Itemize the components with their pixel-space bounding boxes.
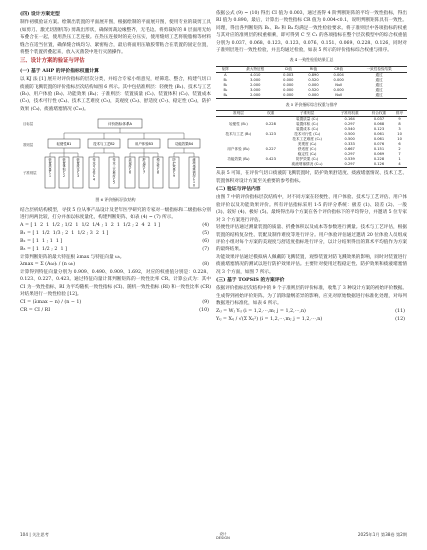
table4-cell: 0.000 <box>283 92 294 97</box>
goal-label: 评价指标体系A <box>107 122 133 127</box>
table4-cell: 通过 <box>375 72 383 77</box>
table5-cell: 7 <box>398 152 401 157</box>
table5-cell: 美观度 (C₆) <box>297 142 317 147</box>
table5-cell: 3 <box>398 127 401 132</box>
table-consistency <box>216 66 407 99</box>
footer-logo-top: 设计 <box>219 532 227 536</box>
eq-number-8: (8) <box>202 261 209 267</box>
table4-cell: 2.000 <box>250 82 261 87</box>
eq-lambda: λmax = Σ (Aω)ᵢ / (n ωᵢ) (8) <box>20 261 209 267</box>
page-footer <box>20 532 407 540</box>
subcriteria-label: 装置质量 C 1 <box>48 157 52 179</box>
table4-header-cell: RI值 <box>309 66 318 71</box>
paragraph-ahp-index: 以 KJ 法 [1] 展开对评价指标的层次分类，并结合专家小组意见，经筛选、整合，构建气切口痰液防飞溅装置的评价指标层次结构如图 6 所示。其中包括准则层：轻便性 (B₁)、技术与工艺 (B₂)、用户体验 (B₃)、功能效果 (B₄)；子准则层：装置质量 (C₁)、装置体积 (C₂)、装置成本 (C₃)，技术可行性 (C₄)、技术工艺难度 (C₅)，美观度 (C₆)、舒适度 (C₇)、稳定性 (C₈)，防护效果 (C₉)、痰液堵塞情况 (C₁₀)。 <box>20 77 211 112</box>
table4-cell: 0.004 <box>333 72 344 77</box>
table4-cell: 0.000 <box>308 92 319 97</box>
table5-cell: 技术与工艺 (B₂) <box>225 132 252 137</box>
table5-cell: 0.076 <box>373 142 385 147</box>
table4-header-cell: 最大特征根 <box>246 66 265 71</box>
paragraph-design-finalize: 制作初模验证方案。绘制出装置的平面展开图，根据绘制的平面展开图，使用专业的裁剪工具 (如剪刀、激光切割机等) 剪裁出形状，确保剪裁边缘整齐，无毛边。将剪裁好的 8 层面用无纺布叠合在一起，使用热压工艺连接。在热压连接时的充分压实，使用缝纫工艺将脱脂棉等材料缝合在适当位置，确保缝合线均匀、紧密贴合，最后将面用压敏胶带粘合在装置的固定位置，将整个装置折叠起来，放入灭菌袋中进行灭菌操作。 <box>20 20 211 56</box>
criteria-label-b1: 轻便性B1 <box>56 142 72 147</box>
eq-number-9: (9) <box>202 299 209 305</box>
subcriteria-label: 舒适度 C 7 <box>142 157 146 175</box>
table5-cell: 10 <box>397 137 402 142</box>
eq-cr: CR = CI / RI (10) <box>20 307 209 313</box>
eq-number-11: (11) <box>395 308 405 314</box>
table4-cell: 3.000 <box>250 77 261 82</box>
eq-number-7: (7) <box>202 246 209 252</box>
table5-cell: 技术可行性 (C₄) <box>294 132 321 137</box>
table4-cell: 3.000 <box>250 87 261 92</box>
subcriteria-label: 痰液堵塞情况 C 1 0 <box>192 157 196 188</box>
subcriteria-label: 美观度 C 6 <box>128 157 132 175</box>
table5-cell: 0.123 <box>373 127 385 132</box>
table5-cell: 6 <box>398 142 401 147</box>
table5-cell: 0.164 <box>344 117 355 122</box>
eq-12-body: Yᵢⱼ = Xᵢⱼ / √(Σ Xᵢⱼ²) (i = 1,2,⋯,m; j = 1,2,⋯,n) <box>216 316 323 322</box>
table4-cell: 0.000 <box>283 87 294 92</box>
table5-cell: 装置质量 (C₁) <box>295 117 319 122</box>
table5-cell <box>216 162 261 168</box>
subcriteria-label: 技术工艺难度 C 5 <box>112 157 116 185</box>
eq-number-4: (4) <box>202 222 209 228</box>
table4-cell: 0.000 <box>283 77 294 82</box>
table5-cell: 0.500 <box>344 132 355 137</box>
section-title-design-finalize: (四) 设计方案定型 <box>20 11 60 17</box>
table5-cell: 0.037 <box>373 117 385 122</box>
table5-cell: 1 <box>398 157 401 162</box>
table5-cell: 舒适度 (C₇) <box>297 147 317 152</box>
hierarchy-diagram <box>20 116 211 190</box>
subcriteria-label: 防护效果 C 9 <box>172 157 176 179</box>
table5-cell: 2 <box>398 147 401 152</box>
section-heading-validation: 三、设计方案的验证与评估 <box>20 58 85 65</box>
table4-cell: 0.000 <box>283 82 294 87</box>
matrix-b1: B₁ = [ 1 1/2 1/3 ; 2 1 1/2 ; 3 2 1 ] (5) <box>20 230 209 236</box>
table5-header-cell: 准则层 <box>233 111 244 116</box>
table5-cell: 0.068 <box>373 122 385 127</box>
table4-header-cell: 一致性检验结果 <box>366 66 392 71</box>
table5-cell: 防护效果 (C₉) <box>295 157 319 162</box>
table5-title: 表 5 评价指标综合权重与排序 <box>285 101 338 107</box>
table5-header-cell: 子准则层 <box>299 111 315 116</box>
table4-cell: 0.000 <box>333 87 344 92</box>
table5-cell: 0.667 <box>344 147 355 152</box>
table4-cell: Null <box>335 82 343 87</box>
table5-cell: 0.126 <box>373 162 385 167</box>
eq-11-body: Zᵢⱼ = Wⱼ Yᵢⱼ (i = 1,2,⋯,m; j = 1,2,⋯,n) <box>216 308 306 314</box>
level-label-criteria: 准则层 <box>23 143 34 148</box>
table5-cell: 0.227 <box>265 147 276 152</box>
eq-number-10: (10) <box>199 307 209 313</box>
table5-cell: 0.228 <box>373 157 385 162</box>
eq-number-6: (6) <box>202 238 209 244</box>
eq-11 <box>216 308 407 316</box>
right-column <box>216 10 407 324</box>
table4-cell: 4.010 <box>250 72 261 77</box>
table5-cell: 轻便性 (B₁) <box>229 122 248 127</box>
table5-cell: 痰液堵塞情况 (C₁₀) <box>291 162 323 167</box>
paragraph-validation-scoring: 由图 7 中的评价指标层次结构中，对不同方案在轻便性、用户体验、技术与工艺评估、用户体验评价以及功能效果评价。所有评估指标采用 1-5 的评分系统：极差 (1)、较差 (2)、一般 (3)、较好 (4)、极好 (5)。最终得出每个方案在各个评价指标下的平均得分，并邀请 5 位专家对 3 个方案进行评估。 <box>216 195 407 223</box>
table5-cell: 0.540 <box>344 127 355 132</box>
subcriteria-label: 装置体积 C 2 <box>62 157 66 179</box>
table5-cell: 9 <box>398 117 401 122</box>
level-label-goal: 目标层 <box>23 122 34 127</box>
table4-body <box>216 72 407 98</box>
table5-cell: 0.151 <box>373 147 385 152</box>
paragraph-function: 功能效果评估通过模拟病人佩戴防飞溅装置，观察装置对防飞溅效果的影响，同时对装置进行痰液堵塞情况的测试以进行防护效果评估。主要针对使用过程稳定性、防护效果和痰液堵塞情况 3 个方面，如图 7 所示。 <box>216 254 407 275</box>
table5-cell: 0.297 <box>344 162 355 167</box>
table4-header-cell: CI值 <box>284 66 292 71</box>
subsection-title-validation: (二) 验证与评估内容 <box>216 186 261 193</box>
subcriteria-label: 稳定性 C 8 <box>156 157 160 175</box>
table4-header-cell: 矩阵 <box>221 66 229 71</box>
table4-cell: 0.520 <box>308 77 319 82</box>
table4-cell: 通过 <box>375 87 383 92</box>
subcriteria-label: 装置成本 C 3 <box>76 157 80 179</box>
left-column <box>20 10 211 315</box>
table4-cell: 通过 <box>375 92 383 97</box>
table4-cell: B₄ <box>223 92 228 97</box>
table5-body <box>216 117 407 168</box>
table4-header-cell: CR值 <box>334 66 343 71</box>
table5-cell: 功能效果 (B₄) <box>227 157 250 162</box>
table-row <box>216 93 407 99</box>
paragraph-topsis: 依据评价指标层次结构中的 9 个子准则层的评价标准，收集了 3 种设计方案的初始评价数据。生成得到初始评价矩阵。为了消除量纲差异的影响，应先对原始数据进行标准化处理，对每列数据进行标准化，如表 6 所示。 <box>216 286 407 307</box>
table4-cell: B₁ <box>223 77 228 82</box>
table5-cell: 稳定性 (C₈) <box>297 152 317 157</box>
table5-cell: 0.333 <box>344 142 355 147</box>
footer-logo <box>216 532 230 540</box>
subsection-title-ahp: (一) 基于 AHP 的评价指标权重计算 <box>20 67 99 74</box>
paragraph-weights: 计算得到特征向量分别为 0.909、0.490、0.909、1.692，对应的权重值分别是：0.228、0.123、0.227、0.423。通过特征向量计算判断矩阵的一致性比率 CR。计算公式为：其中 CI 为一致性指标，RI 为平均随机一致性指标 (CI)、随机一致性指标 (RI) 和一致性比率 (CR) 对结果进行一致性检验 [12]。 <box>20 269 211 298</box>
table4-cell: A <box>224 72 227 77</box>
eq-ci: CI = (λmax − n) / (n − 1) (9) <box>20 299 209 305</box>
table4-cell: 0.003 <box>283 72 294 77</box>
table-row <box>216 162 407 168</box>
table5-cell: 0.123 <box>265 132 276 137</box>
table5-cell: 0.228 <box>265 122 276 127</box>
matrix-a: A = [ 1 2 1 1/2 ; 1/2 1 1/2 1/4 ; 1 2 1 1/2 ; 2 4 2 1 ] (4) <box>20 222 209 228</box>
table4-cell: 通过 <box>375 77 383 82</box>
matrix-b3: B₃ = [ 1 1/2 ; 2 1 ] (7) <box>20 246 209 252</box>
figure-caption: 图 6 评价指标层次结构 <box>95 197 136 203</box>
table5-cell <box>261 162 281 168</box>
paragraph-matrix-intro: 结合层析结构模型，寻找 5 位从事产品设计及老年医学研究的专家对一级指标和二级指标分别进行两两比较，打分并加以标度量化，构建判断矩阵，如表 (4) ~ (7) 所示。 <box>20 207 211 221</box>
table5-cell: 4 <box>398 162 401 167</box>
table5-cell: 0.297 <box>344 122 355 127</box>
table5-header-cell: 排序 <box>395 111 404 116</box>
paragraph-consistency: 依据公式 (9) ~ (10) 得出 CI 值为 0.003，通过查得 4 阶判断矩阵的平均一致性指标，得出 RI 值为 0.890。最后，计算出一致性指标 CR 值为 0.004<0.1，说明判断矩阵具有一致性。同理，得出各判断矩阵 B₁、B₂ 和 B₄ 均满足一致性检验要求。将子准则层中各项指标的权重与其对应的准则层的权重相乘，即可得到 C 至 C₁ 的各项指标在整个层次模型中的综合权重值分别为 0.037、0.068、0.123、0.123、0.076、0.151、0.069、0.228、0.126，同时对子准则层进行一致性检验，并且均通过检验，如表 5 所示的评价指标综合权重与排序。 <box>216 11 407 54</box>
criteria-label-b3: 用户体验B3 <box>134 142 154 147</box>
eq-number-12: (12) <box>395 316 405 322</box>
figure-hierarchy <box>20 116 211 203</box>
table5-cell: 8 <box>398 122 401 127</box>
table5-cell: 0.069 <box>373 152 385 157</box>
table4-title: 表 4 一致性检验结果汇总 <box>289 57 334 63</box>
table4-cell: 2.000 <box>250 92 261 97</box>
table5-cell: 技术工艺难度 (C₅) <box>292 137 322 142</box>
paragraph-table5-summary: 从表 5 可知，在评价气切口痰液防飞溅装置时，防护效果舒适度、痰液堵塞情况、技术工艺、装置体积对设计方案至关重要的参考指标。 <box>216 171 407 184</box>
level-label-subcriteria: 子准则层 <box>23 171 37 176</box>
table5-cell: 10 <box>397 132 402 137</box>
paragraph-portability: 轻便性评估通过测量装置的质量、折叠体积以及成本等参数进行测量。技术与工艺评估，根据装置的结构复杂性、装配及制作难度等进行评分。用户体验评估通过邀请 20 位体验人员组成评价小组对每个方案的美观度与舒适度指标进行评分，以计分结果得出的算术平均值作为方案的最终结果。 <box>216 225 407 253</box>
table4-cell: B₃ <box>223 87 228 92</box>
table5-cell: 0.423 <box>265 157 276 162</box>
subcriteria-label: 技术可行性 C 4 <box>92 157 96 182</box>
table5-cell: 用户体验 (B₃) <box>227 147 250 152</box>
table5-header-cell: 子准则权重 <box>340 111 359 116</box>
table5-cell: 装置成本 (C₃) <box>295 127 319 132</box>
footer-issue: 2025年1月 第38卷 第2期 <box>357 532 407 537</box>
table5-cell: 0.061 <box>373 137 385 142</box>
table4-cell: 0.890 <box>308 72 319 77</box>
matrix-b2: B₂ = [ 1 1 ; 1 1 ] (6) <box>20 238 209 244</box>
criteria-label-b2: 技术与工艺B2 <box>93 142 115 147</box>
table5-cell: 装置体积 (C₂) <box>295 122 319 127</box>
criteria-label-b4: 功能效果B4 <box>174 142 194 147</box>
table5-header-cell: 综合权重 <box>371 111 387 116</box>
subcriteria-row <box>45 153 199 188</box>
table4-cell: 0.000 <box>333 77 344 82</box>
table4-cell: Null <box>335 92 343 97</box>
table4-cell: 0.000 <box>308 82 319 87</box>
paragraph-eigen: 计算判断矩阵的最大特征根 λmax 与特征向量 ωᵢ。 <box>20 254 125 260</box>
table-weights <box>216 110 407 168</box>
table5-cell: 0.297 <box>344 152 355 157</box>
table4-cell: 0.520 <box>308 87 319 92</box>
table4-cell: 通过 <box>375 82 383 87</box>
table4-cell: B₂ <box>223 82 228 87</box>
eq-number-5: (5) <box>202 230 209 236</box>
table5-cell: 0.061 <box>373 132 385 137</box>
footer-logo-bottom: DESIGN <box>216 536 230 540</box>
subsection-title-topsis: (三) 基于 TOPSIS 的方案评价 <box>216 276 285 283</box>
table5-cell: 0.500 <box>344 137 355 142</box>
eq-12 <box>216 316 407 324</box>
footer-page-section: 104 | 关注思考 <box>20 532 49 537</box>
table5-cell: 0.539 <box>344 157 355 162</box>
table5-header-cell: 权重 <box>267 111 275 116</box>
